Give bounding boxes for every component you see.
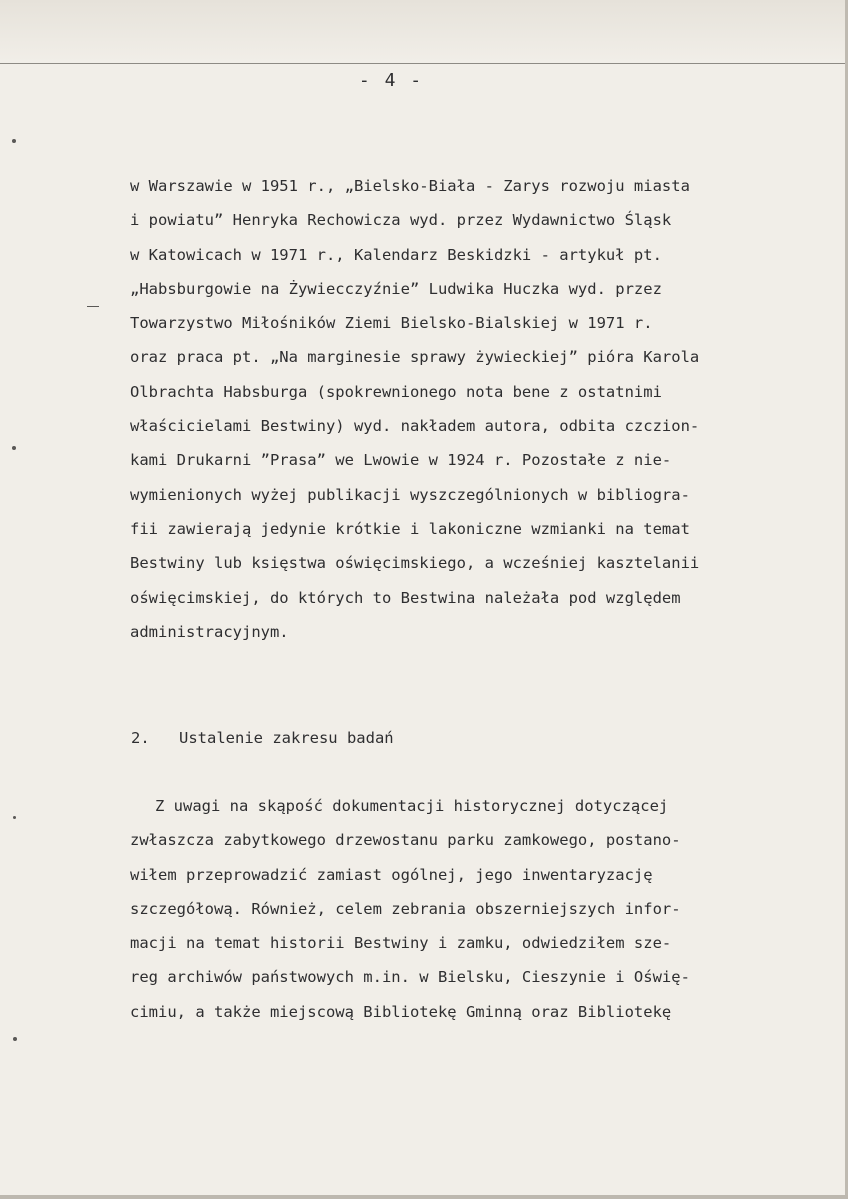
scan-speck [13,816,16,819]
text-line: administracyjnym. [130,622,289,641]
text-line: cimiu, a także miejscową Bibliotekę Gminną oraz Bibliotekę [130,1002,672,1021]
text-line: Z uwagi na skąpość dokumentacji historycznej dotyczącej [155,797,669,815]
text-line: „Habsburgowie na Żywiecczyźnie” Ludwika Huczka wyd. przez [130,279,662,298]
text-line: i powiatu” Henryka Rechowicza wyd. przez Wydawnictwo Śląsk [130,211,672,230]
text-line: Bestwiny lub księstwa oświęcimskiego, a wcześniej kasztelanii [130,554,700,573]
text-line: właścicielami Bestwiny) wyd. nakładem autora, odbita czczion- [130,417,700,436]
paper-fold-line [0,63,848,64]
paper-bottom-edge [0,1195,848,1199]
text-line: fii zawierają jedynie krótkie i lakoniczne wzmianki na temat [130,519,690,538]
page-number: - 4 - [358,70,424,91]
text-line: wiłem przeprowadzić zamiast ogólnej, jego inwentaryzację [130,865,653,884]
paper-top-strip [0,0,848,62]
paragraph-1 [130,169,770,649]
scan-mark [87,306,99,307]
text-line: szczegółową. Również, celem zebrania obszerniejszych infor- [130,899,681,918]
text-line: w Warszawie w 1951 r., „Bielsko-Biała - Zarys rozwoju miasta [130,177,690,195]
section-heading [131,723,394,753]
text-line: w Katowicach w 1971 r., Kalendarz Beskidzki - artykuł pt. [130,245,662,264]
text-line: kami Drukarni ”Prasa” we Lwowie w 1924 r. Pozostałe z nie- [130,451,672,470]
text-line: wymienionych wyżej publikacji wyszczególnionych w bibliogra- [130,485,690,504]
scan-speck [12,139,16,143]
text-line: reg archiwów państwowych m.in. w Bielsku, Cieszynie i Oświę- [130,968,690,987]
section-title: Ustalenie zakresu badań [179,729,394,747]
scan-speck [13,1037,17,1041]
paragraph-2 [130,789,770,1029]
text-line: macji na temat historii Bestwiny i zamku, odwiedziłem sze- [130,934,672,953]
text-line: oraz praca pt. „Na marginesie sprawy żywieckiej” pióra Karola [130,348,700,367]
text-line: Towarzystwo Miłośników Ziemi Bielsko-Bialskiej w 1971 r. [130,314,653,333]
text-line: Olbrachta Habsburga (spokrewnionego nota bene z ostatnimi [130,382,662,401]
section-number: 2. [131,729,150,747]
scan-speck [12,446,16,450]
text-line: zwłaszcza zabytkowego drzewostanu parku zamkowego, postano- [130,831,681,850]
text-line: oświęcimskiej, do których to Bestwina należała pod względem [130,588,681,607]
